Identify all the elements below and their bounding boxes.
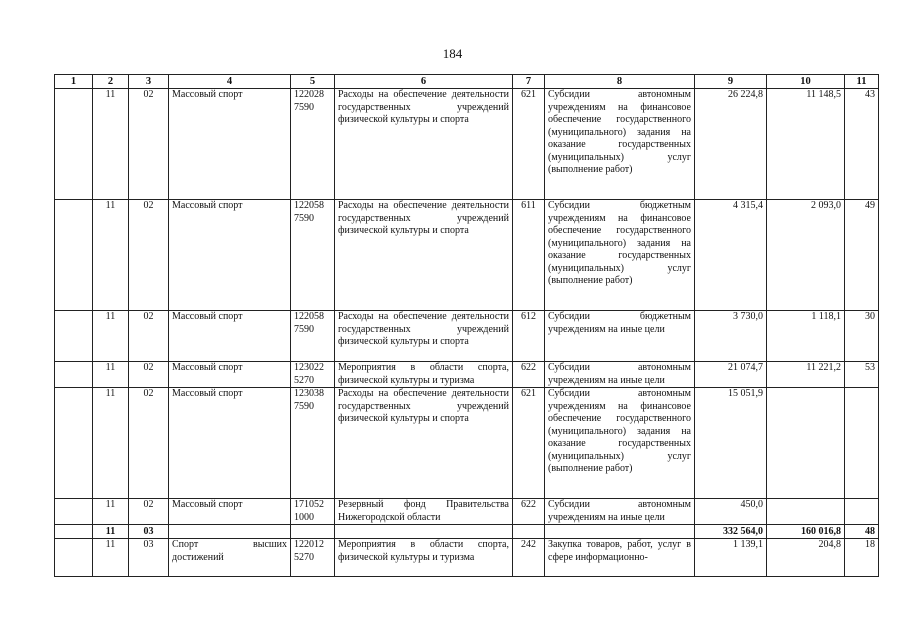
cell-subsection: 02: [129, 311, 169, 362]
cell-expense-name: Субсидии автономным учреждениям на иные цели: [545, 362, 695, 388]
cell-subsection: 02: [129, 200, 169, 311]
cell-actual: 11 221,2: [767, 362, 845, 388]
subtotal-row: [55, 525, 879, 539]
cell-target-code: 171052 1000: [291, 499, 335, 525]
cell-section: 11: [93, 89, 129, 200]
table-row: [55, 200, 879, 311]
table-row: [55, 539, 879, 577]
cell-percent: [845, 388, 879, 499]
column-header: 6: [335, 75, 513, 89]
cell-target-name: Расходы на обеспечение деятельности государственных учреждений физической культуры и спорта: [335, 311, 513, 362]
cell-target-name: Расходы на обеспечение деятельности государственных учреждений физической культуры и спорта: [335, 200, 513, 311]
cell-subsection-name: [169, 525, 291, 539]
cell-percent: [845, 499, 879, 525]
header-row: [55, 75, 879, 89]
cell-percent: 18: [845, 539, 879, 577]
cell-subsection: 03: [129, 539, 169, 577]
cell-subsection: 02: [129, 89, 169, 200]
cell-actual: 1 118,1: [767, 311, 845, 362]
cell-expense-type: [513, 525, 545, 539]
cell-target-code: 122058 7590: [291, 311, 335, 362]
cell-target-code: 122058 7590: [291, 200, 335, 311]
cell-plan: 15 051,9: [695, 388, 767, 499]
cell-actual: 204,8: [767, 539, 845, 577]
cell-target-name: Мероприятия в области спорта, физической культуры и туризма: [335, 539, 513, 577]
cell-target-code: 123038 7590: [291, 388, 335, 499]
cell-col1: [55, 311, 93, 362]
column-header: 1: [55, 75, 93, 89]
cell-target-code: 122012 5270: [291, 539, 335, 577]
cell-subsection: 02: [129, 499, 169, 525]
cell-expense-type: 612: [513, 311, 545, 362]
table-row: [55, 89, 879, 200]
cell-subsection: 02: [129, 362, 169, 388]
cell-expense-name: Субсидии бюджетным учреждениям на иные цели: [545, 311, 695, 362]
column-header: 5: [291, 75, 335, 89]
cell-subsection-name: Массовый спорт: [169, 362, 291, 388]
cell-actual: 2 093,0: [767, 200, 845, 311]
cell-subsection-name: Спорт высших достижений: [169, 539, 291, 577]
cell-plan: 450,0: [695, 499, 767, 525]
cell-plan: 332 564,0: [695, 525, 767, 539]
column-header: 7: [513, 75, 545, 89]
cell-col1: [55, 200, 93, 311]
cell-col1: [55, 499, 93, 525]
cell-plan: 4 315,4: [695, 200, 767, 311]
cell-expense-name: Закупка товаров, работ, услуг в сфере информационно-: [545, 539, 695, 577]
cell-section: 11: [93, 200, 129, 311]
column-header: 11: [845, 75, 879, 89]
cell-target-name: Расходы на обеспечение деятельности государственных учреждений физической культуры и спорта: [335, 89, 513, 200]
cell-subsection-name: Массовый спорт: [169, 388, 291, 499]
cell-section: 11: [93, 311, 129, 362]
column-header: 9: [695, 75, 767, 89]
cell-col1: [55, 89, 93, 200]
column-header: 2: [93, 75, 129, 89]
cell-expense-name: Субсидии автономным учреждениям на финансовое обеспечение государственного (муниципального) задания на оказание государственных (муниципальных) услуг (выполнение работ): [545, 89, 695, 200]
cell-col1: [55, 539, 93, 577]
cell-target-name: Резервный фонд Правительства Нижегородской области: [335, 499, 513, 525]
cell-actual: 160 016,8: [767, 525, 845, 539]
column-header: 3: [129, 75, 169, 89]
cell-actual: 11 148,5: [767, 89, 845, 200]
cell-expense-type: 621: [513, 89, 545, 200]
cell-section: 11: [93, 525, 129, 539]
cell-col1: [55, 388, 93, 499]
cell-subsection: 03: [129, 525, 169, 539]
cell-section: 11: [93, 388, 129, 499]
cell-target-code: [291, 525, 335, 539]
budget-table: [54, 74, 879, 577]
cell-percent: 43: [845, 89, 879, 200]
cell-subsection-name: Массовый спорт: [169, 89, 291, 200]
cell-percent: 49: [845, 200, 879, 311]
cell-target-name: Мероприятия в области спорта, физической культуры и туризма: [335, 362, 513, 388]
cell-expense-type: 611: [513, 200, 545, 311]
cell-plan: 21 074,7: [695, 362, 767, 388]
cell-section: 11: [93, 499, 129, 525]
cell-plan: 1 139,1: [695, 539, 767, 577]
cell-plan: 26 224,8: [695, 89, 767, 200]
cell-subsection-name: Массовый спорт: [169, 311, 291, 362]
cell-col1: [55, 525, 93, 539]
cell-expense-name: Субсидии автономным учреждениям на финансовое обеспечение государственного (муниципального) задания на оказание государственных (муниципальных) услуг (выполнение работ): [545, 388, 695, 499]
cell-expense-name: [545, 525, 695, 539]
table-row: [55, 499, 879, 525]
cell-subsection-name: Массовый спорт: [169, 499, 291, 525]
table-row: [55, 388, 879, 499]
cell-percent: 53: [845, 362, 879, 388]
cell-section: 11: [93, 539, 129, 577]
cell-percent: 30: [845, 311, 879, 362]
cell-col1: [55, 362, 93, 388]
cell-section: 11: [93, 362, 129, 388]
cell-expense-name: Субсидии бюджетным учреждениям на финансовое обеспечение государственного (муниципального) задания на оказание государственных (муниципальных) услуг (выполнение работ): [545, 200, 695, 311]
cell-percent: 48: [845, 525, 879, 539]
cell-actual: [767, 499, 845, 525]
cell-expense-type: 622: [513, 362, 545, 388]
table-row: [55, 362, 879, 388]
cell-plan: 3 730,0: [695, 311, 767, 362]
cell-actual: [767, 388, 845, 499]
column-header: 8: [545, 75, 695, 89]
cell-expense-type: 622: [513, 499, 545, 525]
cell-expense-type: 621: [513, 388, 545, 499]
page-number: 184: [442, 46, 463, 61]
column-header: 4: [169, 75, 291, 89]
cell-target-name: [335, 525, 513, 539]
cell-subsection-name: Массовый спорт: [169, 200, 291, 311]
cell-target-code: 123022 5270: [291, 362, 335, 388]
cell-expense-type: 242: [513, 539, 545, 577]
cell-expense-name: Субсидии автономным учреждениям на иные цели: [545, 499, 695, 525]
cell-target-code: 122028 7590: [291, 89, 335, 200]
cell-target-name: Расходы на обеспечение деятельности государственных учреждений физической культуры и спорта: [335, 388, 513, 499]
cell-subsection: 02: [129, 388, 169, 499]
table-row: [55, 311, 879, 362]
column-header: 10: [767, 75, 845, 89]
